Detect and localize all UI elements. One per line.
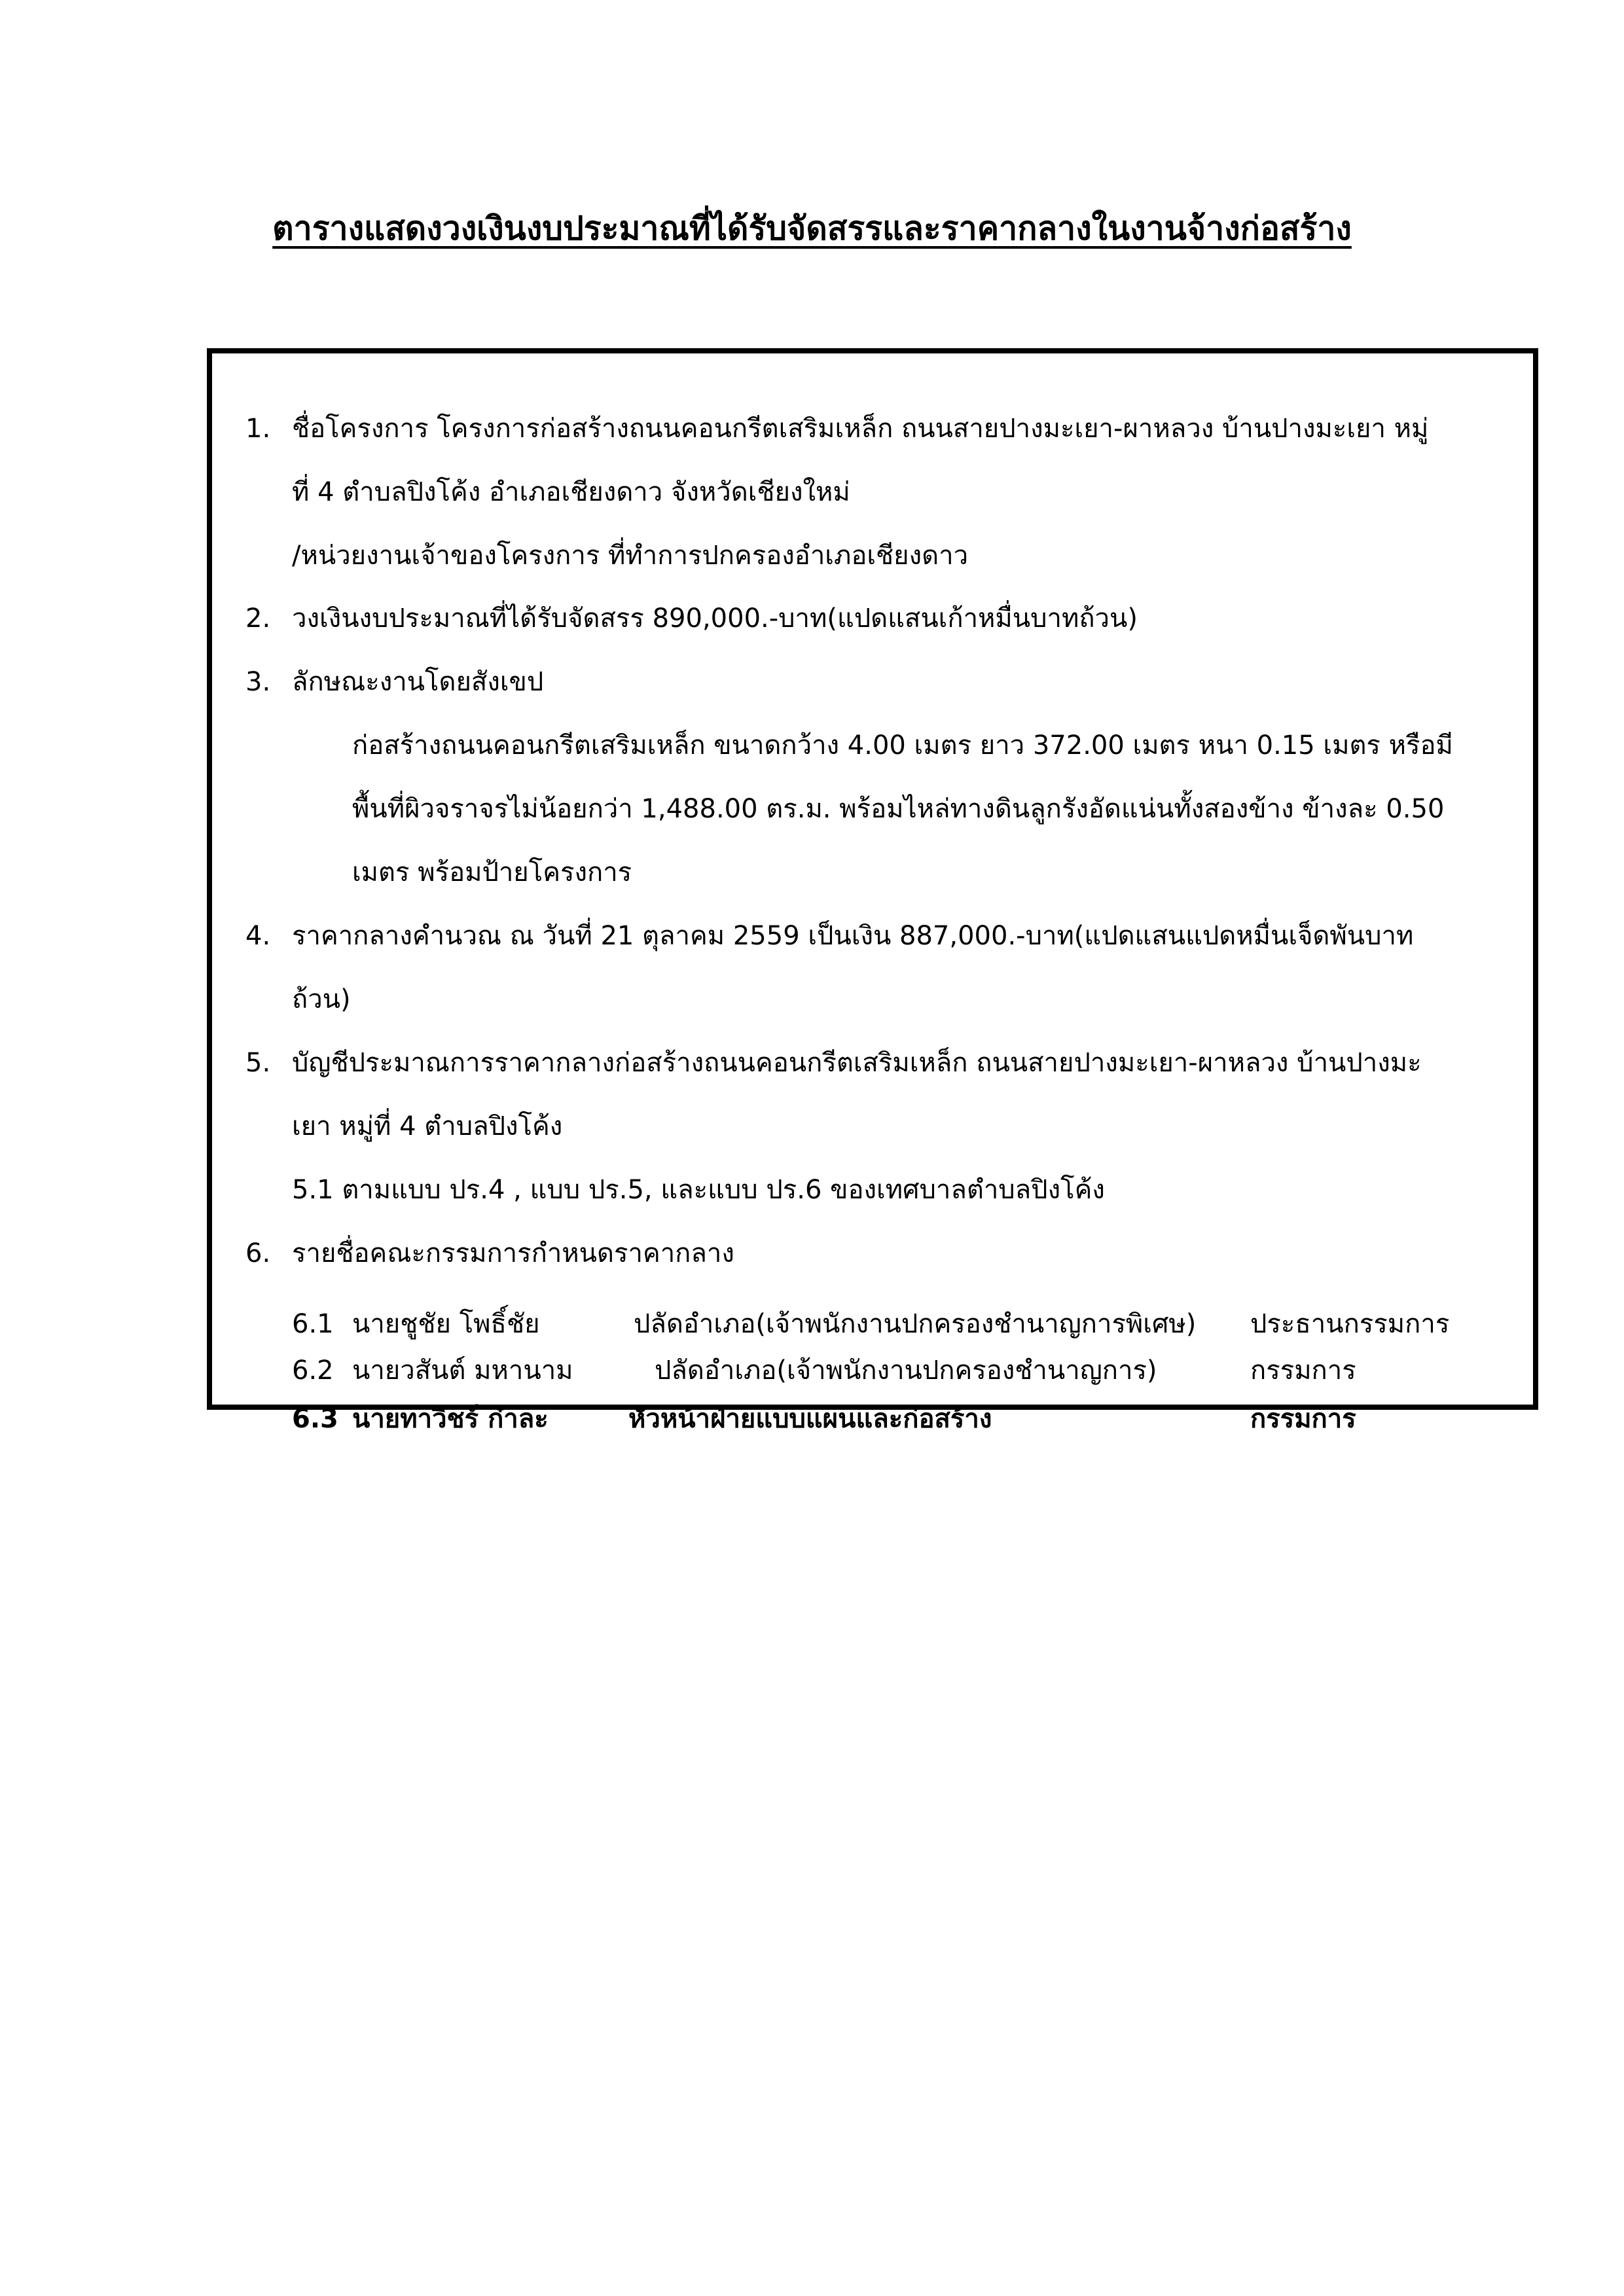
item-line: ถ้วน) bbox=[292, 984, 351, 1014]
member-position: ปลัดอำเภอ(เจ้าพนักงานปกครองชำนาญการพิเศษ) bbox=[634, 1309, 1197, 1339]
item-line: พื้นที่ผิวจราจรไม่น้อยกว่า 1,488.00 ตร.ม. พร้อมไหล่ทางดินลูกรังอัดแน่นทั้งสองข้าง ข้างละ 0.50 bbox=[352, 794, 1445, 824]
item-number: 6. bbox=[245, 1238, 271, 1268]
item-line: บัญชีประมาณการราคากลางก่อสร้างถนนคอนกรีตเสริมเหล็ก ถนนสายปางมะเยา-ผาหลวง บ้านปางมะ bbox=[292, 1048, 1422, 1078]
item-line: ก่อสร้างถนนคอนกรีตเสริมเหล็ก ขนาดกว้าง 4.00 เมตร ยาว 372.00 เมตร หนา 0.15 เมตร หรือมี bbox=[352, 730, 1453, 761]
member-number: 6.1 bbox=[292, 1309, 334, 1339]
item-line: ลักษณะงานโดยสังเขป bbox=[292, 667, 544, 697]
document-title: ตารางแสดงวงเงินงบประมาณที่ได้รับจัดสรรและราคากลางในงานจ้างก่อสร้าง bbox=[272, 209, 1352, 247]
item-line: รายชื่อคณะกรรมการกำหนดราคากลาง bbox=[292, 1238, 734, 1268]
item-number: 3. bbox=[245, 667, 271, 697]
item-number: 4. bbox=[245, 921, 271, 951]
member-number: 6.3 bbox=[292, 1404, 338, 1434]
item-number: 5. bbox=[245, 1048, 271, 1078]
member-role: กรรมการ bbox=[1250, 1404, 1356, 1434]
item-line: วงเงินงบประมาณที่ได้รับจัดสรร 890,000.-บาท(แปดแสนเก้าหมื่นบาทถ้วน) bbox=[292, 603, 1138, 634]
item-line: ที่ 4 ตำบลปิงโค้ง อำเภอเชียงดาว จังหวัดเชียงใหม่ bbox=[292, 477, 850, 507]
member-position: ปลัดอำเภอ(เจ้าพนักงานปกครองชำนาญการ) bbox=[655, 1355, 1157, 1386]
item-line: เมตร พร้อมป้ายโครงการ bbox=[352, 857, 632, 888]
member-position: หัวหน้าฝ่ายแบบแผนและก่อสร้าง bbox=[628, 1404, 992, 1434]
item-line: /หน่วยงานเจ้าของโครงการ ที่ทำการปกครองอำเภอเชียงดาว bbox=[292, 541, 969, 571]
member-name: นายวสันต์ มหานาม bbox=[352, 1355, 573, 1386]
member-role: ประธานกรรมการ bbox=[1250, 1309, 1450, 1339]
item-line: ราคากลางคำนวณ ณ วันที่ 21 ตุลาคม 2559 เป็นเงิน 887,000.-บาท(แปดแสนแปดหมื่นเจ็ดพันบาท bbox=[292, 921, 1414, 951]
member-number: 6.2 bbox=[292, 1355, 334, 1386]
item-line: 5.1 ตามแบบ ปร.4 , แบบ ปร.5, และแบบ ปร.6 ของเทศบาลตำบลปิงโค้ง bbox=[292, 1175, 1105, 1205]
item-line: เยา หมู่ที่ 4 ตำบลปิงโค้ง bbox=[292, 1111, 563, 1141]
member-role: กรรมการ bbox=[1250, 1355, 1356, 1386]
item-line: ชื่อโครงการ โครงการก่อสร้างถนนคอนกรีตเสริมเหล็ก ถนนสายปางมะเยา-ผาหลวง บ้านปางมะเยา หมู่ bbox=[292, 414, 1429, 444]
member-name: นายชูชัย โพธิ์ชัย bbox=[352, 1309, 540, 1339]
item-number: 2. bbox=[245, 603, 271, 634]
member-name: นายทาวิชร์ ก๋าละ bbox=[352, 1404, 549, 1434]
item-number: 1. bbox=[245, 414, 271, 444]
